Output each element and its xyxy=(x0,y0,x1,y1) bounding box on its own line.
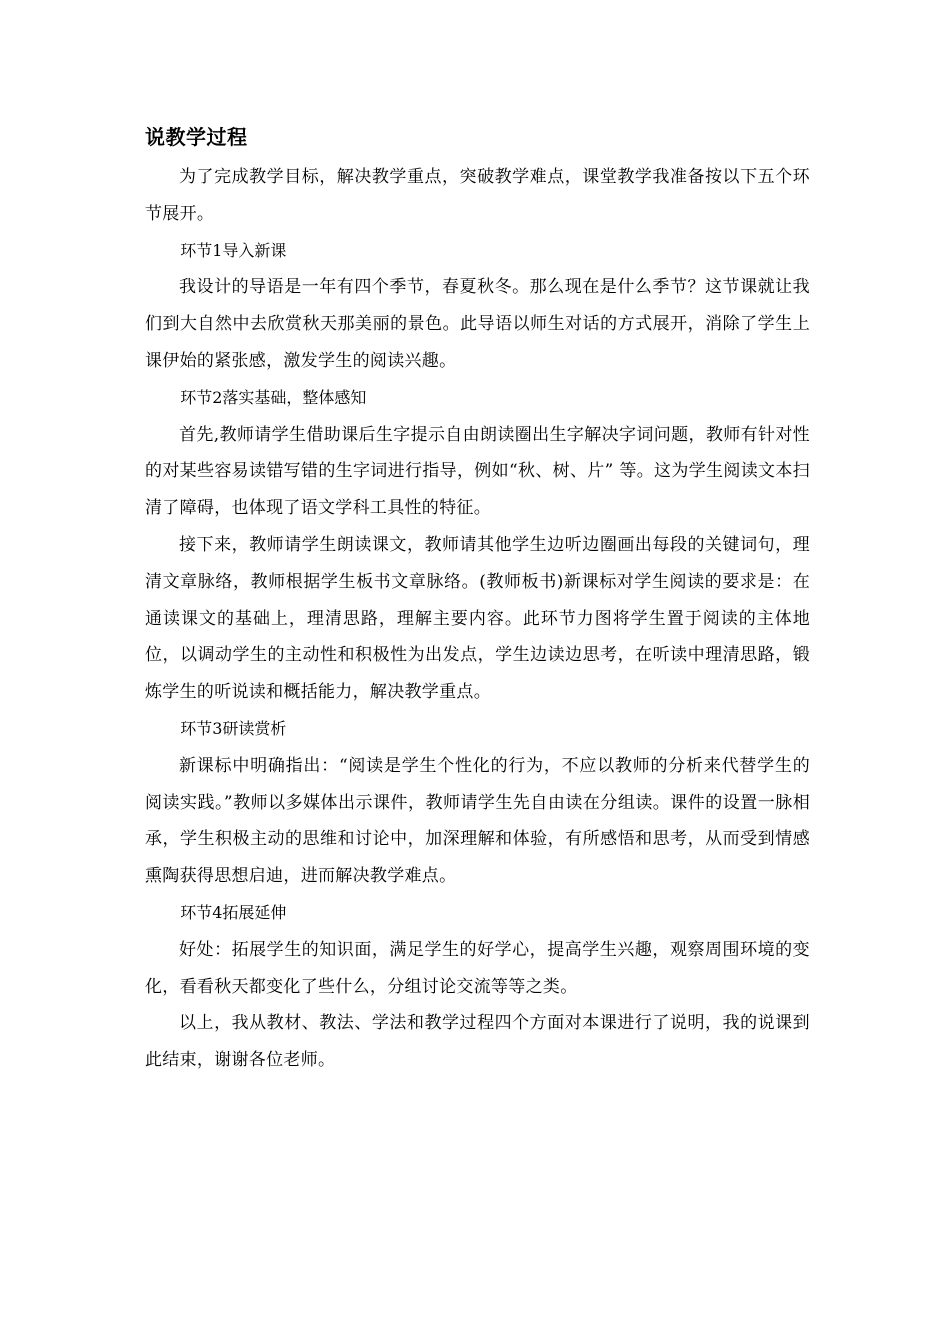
paragraph-section-1: 我设计的导语是一年有四个季节，春夏秋冬。那么现在是什么季节？这节课就让我们到大自然中去欣赏秋天那美丽的景色。此导语以师生对话的方式展开，消除了学生上课伊始的紧张感，激发学生的阅读兴趣。 xyxy=(145,277,810,371)
section-heading-1: 环节1导入新课 xyxy=(180,240,287,260)
section-heading-2: 环节2落实基础，整体感知 xyxy=(180,387,367,407)
document-title: 说教学过程 xyxy=(145,125,248,149)
section-heading-4: 环节4拓展延伸 xyxy=(180,902,287,922)
paragraph-section-2b: 接下来，教师请学生朗读课文，教师请其他学生边听边圈画出每段的关键词句，理清文章脉络，教师根据学生板书文章脉络。(教师板书)新课标对学生阅读的要求是：在通读课文的基础上，理清思路，理解主要内容。此环节力图将学生置于阅读的主体地位，以调动学生的主动性和积极性为出发点，学生边读边思考，在听读中理清思路，锻炼学生的听说读和概括能力，解决教学重点。 xyxy=(145,534,810,703)
document-page xyxy=(145,119,810,1079)
paragraph-section-3: 新课标中明确指出：“阅读是学生个性化的行为，不应以教师的分析来代替学生的阅读实践。”教师以多媒体出示课件，教师请学生先自由读在分组读。课件的设置一脉相承，学生积极主动的思维和讨论中，加深理解和体验，有所感悟和思考，从而受到情感熏陶获得思想启迪，进而解决教学难点。 xyxy=(145,755,810,887)
paragraph-section-2a: 首先,教师请学生借助课后生字提示自由朗读圈出生字解决字词问题，教师有针对性的对某些容易读错写错的生字词进行指导，例如“秋、树、片” 等。这为学生阅读文本扫清了障碍，也体现了语文学科工具性的特征。 xyxy=(145,424,810,519)
paragraph-intro: 为了完成教学目标，解决教学重点，突破教学难点，课堂教学我准备按以下五个环节展开。 xyxy=(145,167,810,224)
paragraph-section-4: 好处：拓展学生的知识面，满足学生的好学心，提高学生兴趣，观察周围环境的变化，看看秋天都变化了些什么，分组讨论交流等等之类。 xyxy=(145,939,810,997)
section-heading-3: 环节3研读赏析 xyxy=(180,718,287,738)
paragraph-conclusion: 以上，我从教材、教法、学法和教学过程四个方面对本课进行了说明，我的说课到此结束，谢谢各位老师。 xyxy=(145,1013,810,1071)
